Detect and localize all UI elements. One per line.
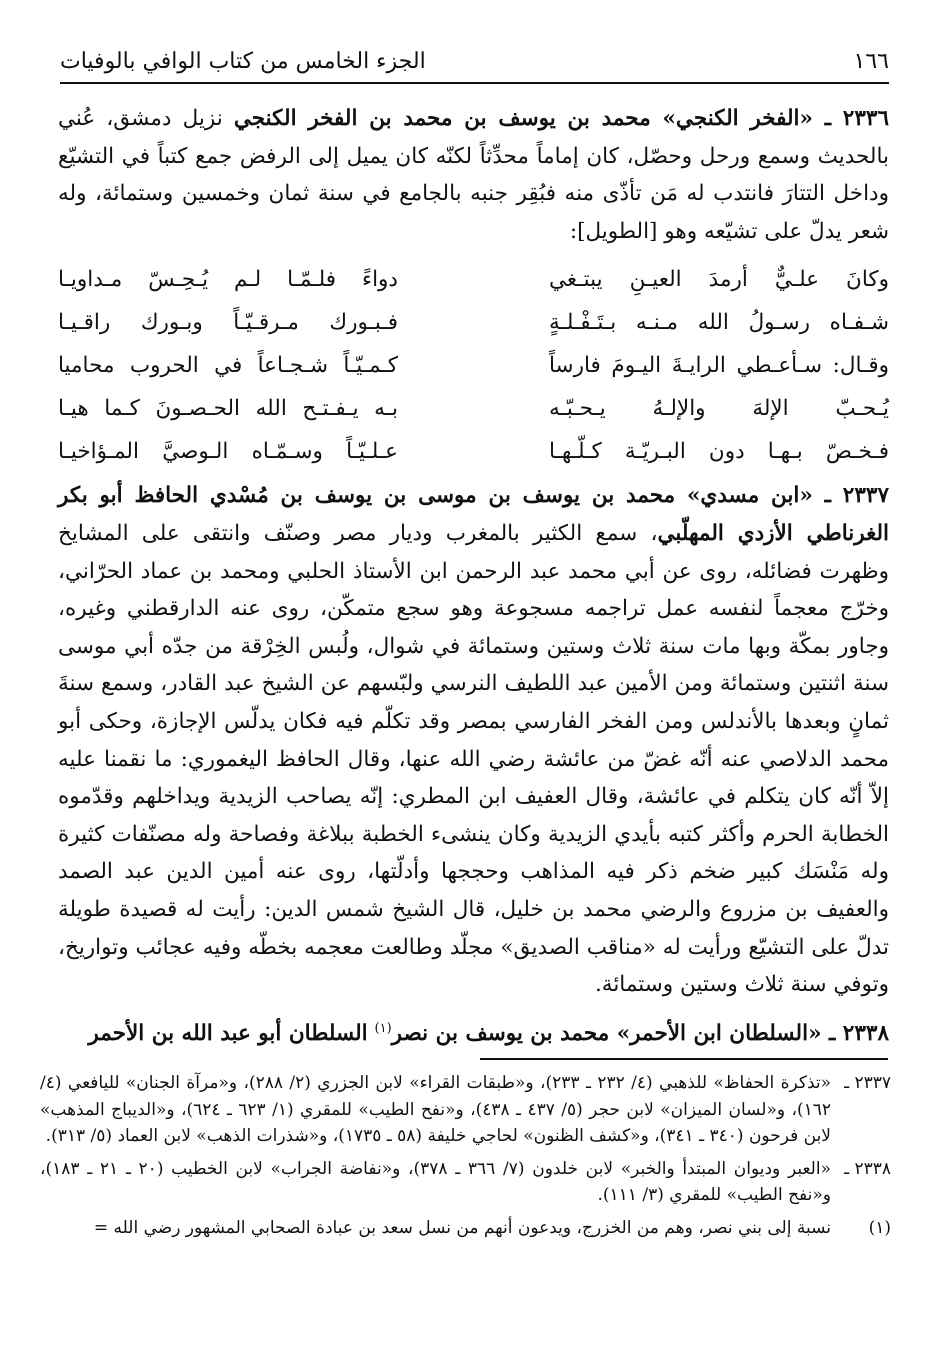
verse-first-hemistich: وكانَ علـيٌّ أرمدَ العيـنِ يبتـغي — [549, 267, 889, 293]
entry-2336-heading: ٢٣٣٦ ـ «الفخر الكنجي» محمد بن يوسف بن محمد بن الفخر الكنجي — [233, 106, 889, 131]
entry-2338-heading: ٢٣٣٨ ـ «السلطان ابن الأحمر» محمد بن يوسف بن نصر — [391, 1020, 889, 1046]
verse-second-hemistich: بـه يـفـتـح الله الحـصـونَ كـما هيـا — [58, 396, 398, 422]
verse-second-hemistich: عـلـيّـاً وسـمّـاه الـوصيَّ المـؤاخيـا — [58, 439, 398, 465]
verse-first-hemistich: يُـحـبّ الإلهَ والإلـهُ يـحـبّـه — [549, 396, 889, 422]
main-text — [58, 100, 889, 1052]
verse-first-hemistich: وقـال: سـأعـطي الرايـةَ اليـومَ فارساً — [549, 353, 889, 379]
footnote-number: ٢٣٣٨ ـ — [844, 1158, 891, 1179]
verse-first-hemistich: شـفـاه رسـولُ الله مـنـه بـتَـفْـلـةٍ — [549, 310, 889, 336]
footnote-text: «تذكرة الحفاظ» للذهبي (٤/ ٢٣٢ ـ ٢٣٣)، و«طبقات القراء» لابن الجزري (٢/ ٢٨٨)، و«مرآة الجنان» لليافعي (٤/ ١٦٢)، و«لسان الميزان» لابن حجر (٥/ ٤٣٧ ـ ٤٣٨)، و«نفح الطيب» للمقري (١/ ٦٢٣ ـ ٦٢٤)، و«الديباج المذهب» لابن فرحون (٣٤٠ ـ ٣٤١)، و«كشف الظنون» لحاجي خليفة (٥٨ ـ ١٧٣٥)، و«شذرات الذهب» لابن العماد (٥/ ٣١٣). — [40, 1073, 832, 1146]
entry-2337-heading: ٢٣٣٧ ـ «ابن مسدي» محمد بن يوسف بن موسى بن يوسف بن مُسْدي الحافظ أبو بكر الغرناطي الأزدي المهلّبي — [58, 483, 889, 546]
footnote-text: نسبة إلى بني نصر، وهم من الخزرج، ويدعون أنهم من نسل سعد بن عبادة الصحابي المشهور رضي الله = — [93, 1217, 831, 1238]
entry-2336-text: نزيل دمشق، عُني بالحديث وسمع ورحل وحصّل، كان إماماً محدِّثاً لكنّه كان يميل إلى الرفض جمع كتباً في التشيّع وداخل التتارَ فانتدب له مَن تأذّى منه فبُقِر جنبه بالجامع في سنة ثمان وخمسين وستمائة، وله شعر يدلّ على تشيّعه وهو [الطويل]: — [58, 106, 889, 244]
page-header — [60, 40, 889, 84]
footnote-divider — [480, 1058, 888, 1060]
footnote-ref[interactable]: (١) — [374, 1020, 392, 1036]
entry-2336 — [58, 100, 889, 250]
footnote-number: (١) — [868, 1217, 891, 1238]
footnote-number: ٢٣٣٧ ـ — [844, 1073, 891, 1093]
entry-2338-heading-cont: السلطان أبو عبد الله بن الأحمر — [88, 1020, 368, 1046]
poem-verse — [58, 301, 889, 344]
footnote — [40, 1215, 891, 1242]
poem-verse — [58, 387, 889, 430]
poem-verse — [58, 344, 889, 387]
poem — [58, 258, 889, 473]
running-title: الجزء الخامس من كتاب الوافي بالوفيات — [60, 48, 426, 74]
poem-verse — [58, 258, 889, 301]
verse-second-hemistich: دواءً فلـمّـا لـم يُـحِـسّ مـداويـا — [58, 267, 398, 293]
footnote — [40, 1156, 891, 1209]
footnotes — [40, 1070, 891, 1247]
footnote — [40, 1070, 891, 1150]
entry-2338 — [58, 1010, 889, 1053]
footnote-text: «العبر وديوان المبتدأ والخبر» لابن خلدون (٧/ ٣٦٦ ـ ٣٧٨)، و«نفاضة الجراب» لابن الخطيب (٢٠ ـ ٢١ ـ ١٨٣)، و«نفح الطيب» للمقري (٣/ ١١١). — [40, 1158, 831, 1205]
entry-2337-text: ، سمع الكثير بالمغرب وديار مصر وصنّف وانتقى على المشايخ وظهرت فضائله، روى عن أبي محمد عبد الرحمن ابن الأستاذ الحلبي ومحمد بن عماد الحرّاني، وخرّج معجماً لنفسه عمل تراجمه مسجوعة وهو سجع متمكّن، روى عنه الدارقطني وغيره، وجاور بمكّة وبها مات سنة ثلاث وستين وستمائة في شوال، ولُبس الخِرْقة من جدّه أبي موسى سنة اثنتين وستمائة ومن الأمين عبد اللطيف النرسي ولبّسهم عن الشيخ عبد القادر، وسمع سنةَ ثمانٍ وبعدها بالأندلس ومن الفخر الفارسي بمصر وقد تكلّم فيه فكان يدلّس الإجازة، وحكى أبو محمد الدلاصي عنه أنّه غضّ من عائشة رضي الله عنها، وقال الحافظ اليغموري: ما نقمنا عليه إلاّ أنّه كان يتكلم في عائشة، وقال العفيف ابن المطري: إنّه يصاحب الزيدية ويداخلهم وقدّموه الخطابة الحرم وأكثر كتبه بأيدي الزيدية وكان ينشىء الخطبة ببلاغة وفصاحة وله مصنّفات كثيرة وله مَنْسَك كبير ضخم ذكر فيه المذاهب وحججها وأدلّتها، روى عنه أمين الدين عبد الصمد والعفيف بن مزروع والرضي محمد بن خليل، قال الشيخ شمس الدين: رأيت له قصيدة طويلة تدلّ على التشيّع ورأيت له «مناقب الصديق» مجلّد وطالعت معجمه بخطّه وفيه عجائب وتواريخ، وتوفي سنة ثلاث وستين وستمائة. — [58, 520, 889, 998]
verse-second-hemistich: كـمـيّـاً شـجـاعاً في الحروب محاميا — [58, 353, 398, 379]
entry-2337 — [58, 477, 889, 1003]
page-number: ١٦٦ — [853, 48, 889, 74]
poem-verse — [58, 430, 889, 473]
verse-first-hemistich: فـخـصّ بـهـا دون البـريّـة كـلّـهـا — [549, 439, 889, 465]
verse-second-hemistich: فـبـورك مـرقـيّـاً وبـورك راقـيـا — [58, 310, 398, 336]
